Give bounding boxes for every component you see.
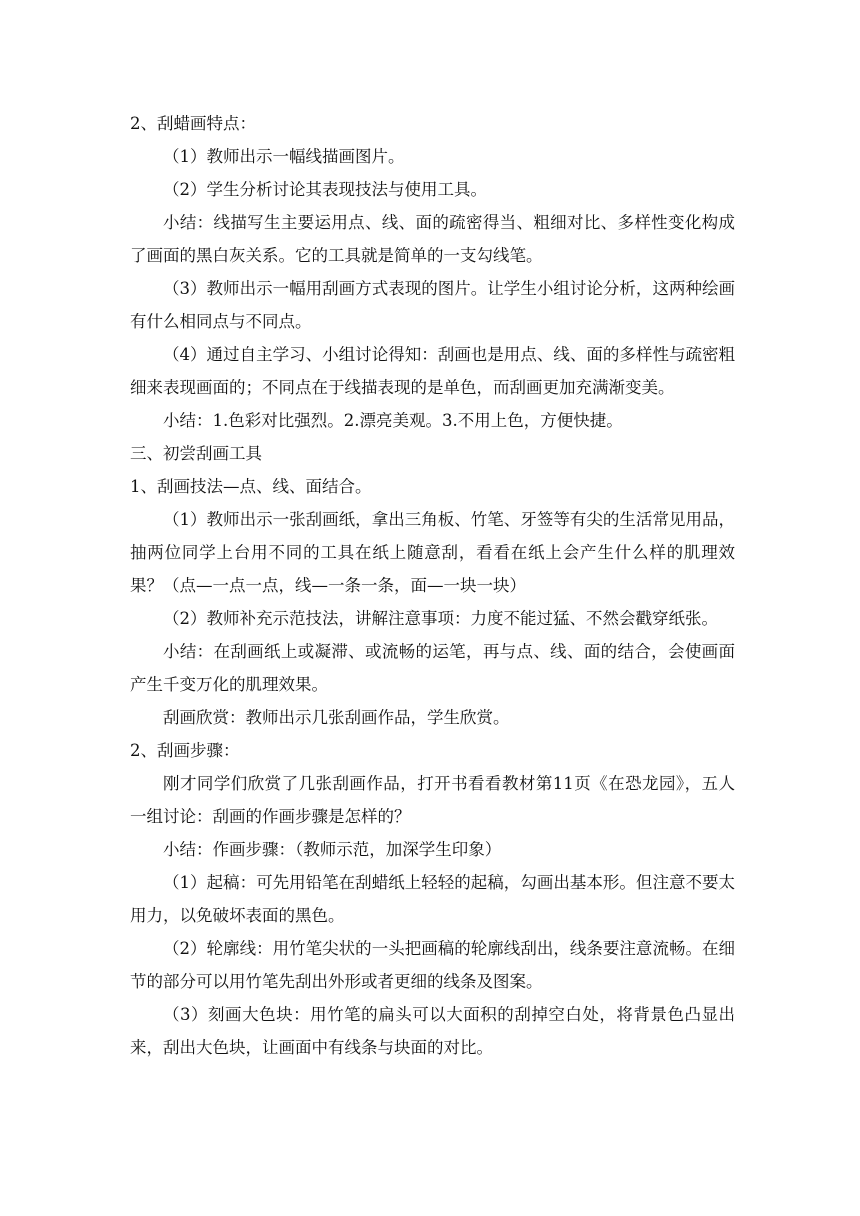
paragraph: （1）教师出示一张刮画纸，拿出三角板、竹笔、牙签等有尖的生活常见用品，抽两位同学上台用不同的工具在纸上随意刮，看看在纸上会产生什么样的肌理效果？（点—一点一点，线—一条一条，面—一块一块）	[130, 510, 735, 595]
paragraph: （2）教师补充示范技法，讲解注意事项：力度不能过猛、不然会戳穿纸张。	[163, 609, 718, 628]
paragraph: （3）刻画大色块：用竹笔的扁头可以大面积的刮掉空白处，将背景色凸显出来，刮出大色块，让画面中有线条与块面的对比。	[130, 1005, 735, 1057]
subsection-heading: 1、刮画技法—点、线、面结合。	[130, 477, 372, 496]
paragraph: （3）教师出示一幅用刮画方式表现的图片。让学生小组讨论分析，这两种绘画有什么相同点与不同点。	[130, 279, 735, 331]
section-heading: 2、刮蜡画特点：	[130, 114, 256, 133]
paragraph: （2）学生分析讨论其表现技法与使用工具。	[163, 180, 487, 199]
document-body	[130, 107, 735, 1064]
section-heading: 三、初尝刮画工具	[130, 444, 262, 463]
paragraph: （1）教师出示一幅线描画图片。	[163, 147, 405, 166]
paragraph: （2）轮廓线：用竹笔尖状的一头把画稿的轮廓线刮出，线条要注意流畅。在细节的部分可以用竹笔先刮出外形或者更细的线条及图案。	[130, 939, 735, 991]
summary-paragraph: 小结：作画步骤：（教师示范，加深学生印象）	[163, 840, 502, 859]
paragraph: （4）通过自主学习、小组讨论得知：刮画也是用点、线、面的多样性与疏密粗细来表现画面的；不同点在于线描表现的是单色，而刮画更加充满渐变美。	[130, 345, 735, 397]
summary-paragraph: 小结：1.色彩对比强烈。2.漂亮美观。3.不用上色，方便快捷。	[163, 411, 623, 430]
subsection-heading: 2、刮画步骤：	[130, 741, 240, 760]
paragraph: （1）起稿：可先用铅笔在刮蜡纸上轻轻的起稿，勾画出基本形。但注意不要太用力，以免破坏表面的黑色。	[130, 873, 735, 925]
summary-paragraph: 小结：线描写生主要运用点、线、面的疏密得当、粗细对比、多样性变化构成了画面的黑白灰关系。它的工具就是简单的一支勾线笔。	[130, 213, 735, 265]
summary-paragraph: 小结：在刮画纸上或凝滞、或流畅的运笔，再与点、线、面的结合，会使画面产生千变万化的肌理效果。	[130, 642, 735, 694]
paragraph: 刮画欣赏：教师出示几张刮画作品，学生欣赏。	[163, 708, 510, 727]
paragraph: 刚才同学们欣赏了几张刮画作品，打开书看看教材第11页《在恐龙园》，五人一组讨论：刮画的作画步骤是怎样的？	[130, 774, 735, 826]
